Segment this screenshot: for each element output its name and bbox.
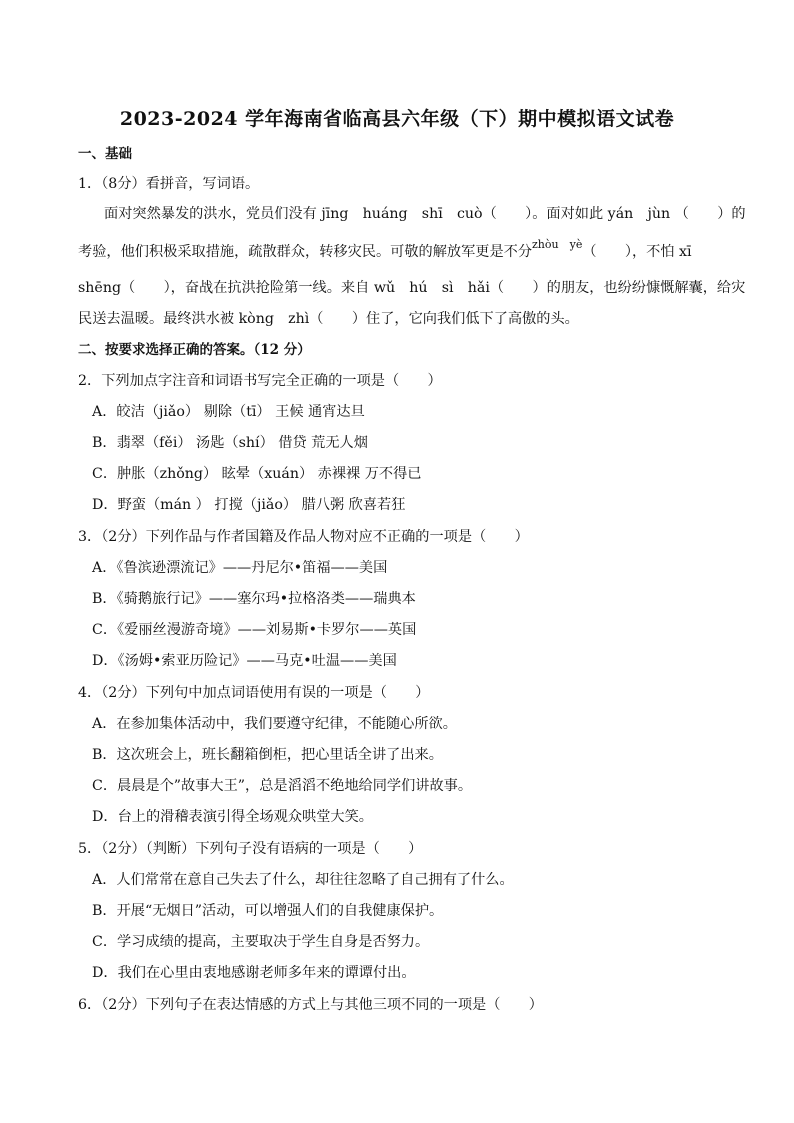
question-5-option-a: A．人们常常在意自己失去了什么，却往往忽略了自己拥有了什么。 bbox=[92, 872, 514, 888]
question-3-option-b: B．《骑鹅旅行记》——塞尔玛•拉格洛类——瑞典本 bbox=[92, 591, 416, 607]
question-5-option-c: C．学习成绩的提高，主要取决于学生自身是否努力。 bbox=[92, 934, 430, 950]
question-4-stem: 4．（2分）下列句中加点词语使用有误的一项是（ ） bbox=[78, 685, 430, 701]
page-title: 2023-2024 学年海南省临高县六年级（下）期中模拟语文试卷 bbox=[119, 108, 675, 130]
question-2-stem: 2．下列加点字注音和词语书写完全正确的一项是（ ） bbox=[78, 373, 442, 389]
question-4-option-a: A．在参加集体活动中，我们要遵守纪律，不能随心所欲。 bbox=[92, 716, 457, 732]
question-1-line-2-tail: （ ），不怕 xī bbox=[582, 244, 692, 260]
question-3-option-a: A．《鲁滨逊漂流记》——丹尼尔•笛福——美国 bbox=[92, 560, 388, 576]
question-1-stem: 1．（8分）看拼音，写词语。 bbox=[78, 176, 260, 192]
question-5-option-d: D．我们在心里由衷地感谢老师多年来的谭谭付出。 bbox=[92, 965, 416, 981]
question-5-option-b: B．开展“无烟日”活动，可以增强人们的自我健康保护。 bbox=[92, 903, 444, 919]
question-3-option-c: C．《爱丽丝漫游奇境》——刘易斯•卡罗尔——英国 bbox=[92, 622, 417, 638]
question-4-option-d: D．台上的滑稽表演引得全场观众哄堂大笑。 bbox=[92, 809, 373, 825]
question-2-option-a: A．皎洁（jiǎo） 剔除（tī） 王候 通宵达旦 bbox=[92, 404, 365, 420]
section-heading-basics: 一、基础 bbox=[78, 146, 132, 162]
question-4-option-b: B．这次班会上，班长翻箱倒柜，把心里话全讲了出来。 bbox=[92, 747, 443, 763]
question-1-line-3: shēng（ ），奋战在抗洪抢险第一线。来自 wǔ hú sì hǎi（ ）的朋友，也纷纷慷慨解囊，给灾 bbox=[78, 280, 746, 296]
question-3-stem: 3．（2分）下列作品与作者国籍及作品人物对应不正确的一项是（ ） bbox=[78, 529, 529, 545]
section-heading-choice: 二、按要求选择正确的答案。（12 分） bbox=[78, 342, 311, 358]
question-2-option-d: D．野蛮（mán ） 打搅（jiǎo） 腊八粥 欣喜若狂 bbox=[92, 497, 406, 513]
question-6-stem: 6．（2分）下列句子在表达情感的方式上与其他三项不同的一项是（ ） bbox=[78, 997, 543, 1013]
question-5-stem: 5．（2分）（判断）下列句子没有语病的一项是（ ） bbox=[78, 841, 423, 857]
question-1-line-1: 面对突然暴发的洪水，党员们没有 jīng huáng shī cuò（ ）。面对如此 yán jùn （ ）的 bbox=[104, 206, 746, 222]
question-1-pinyin-superscript: zhòu yè bbox=[532, 238, 583, 251]
question-2-option-b: B．翡翠（fěi） 汤匙（shí） 借贷 荒无人烟 bbox=[92, 435, 368, 451]
question-3-option-d: D．《汤姆•索亚历险记》——马克•吐温——美国 bbox=[92, 653, 397, 669]
question-4-option-c: C．晨晨是个”故事大王”，总是滔滔不绝地给同学们讲故事。 bbox=[92, 778, 473, 794]
question-1-line-4: 民送去温暖。最终洪水被 kòng zhì（ ）住了，它向我们低下了高傲的头。 bbox=[78, 311, 579, 327]
question-1-line-2 bbox=[78, 238, 728, 263]
question-2-option-c: C．肿胀（zhǒng） 眩晕（xuán） 赤裸裸 万不得已 bbox=[92, 466, 422, 482]
question-1-line-2-text: 考验，他们积极采取措施，疏散群众，转移灾民。可敬的解放军更是不分 bbox=[78, 244, 533, 260]
